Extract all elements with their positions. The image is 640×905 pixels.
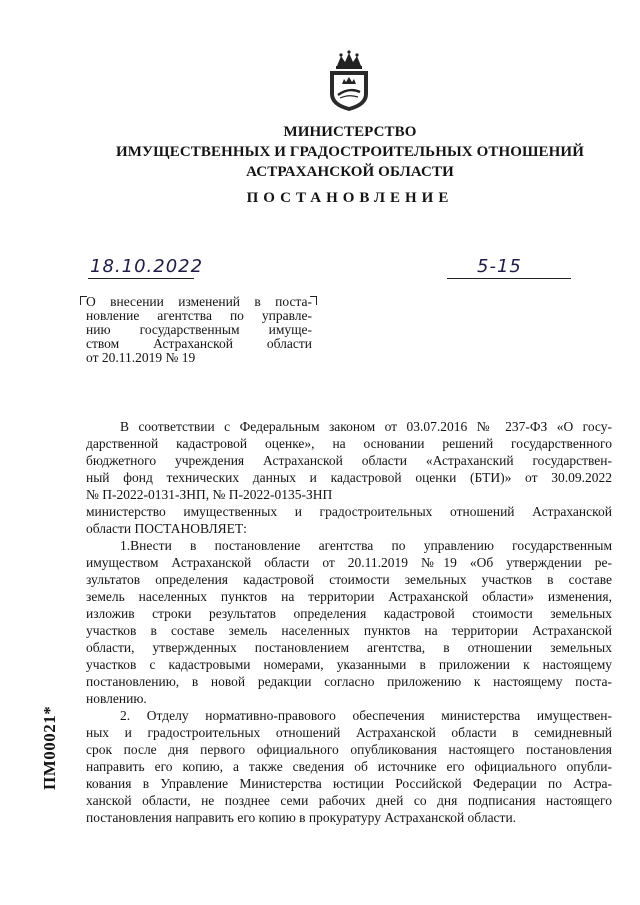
document-type: ПОСТАНОВЛЕНИЕ <box>246 190 454 206</box>
subject-line: от 20.11.2019 № 19 <box>86 350 196 365</box>
body-line: постановления направить его копию в прокуратуру Астраханской области. <box>86 810 517 825</box>
body-line: участков в составе земель населенных пунктов на территории Астраханской <box>86 623 612 638</box>
body-line: новлению. <box>86 691 147 706</box>
body-line: дарственной кадастровой оценке», на основании решений государственного <box>86 436 612 451</box>
ministry-header <box>60 122 640 182</box>
body-line: министерство имущественных и градостроительных отношений Астраханской <box>86 504 612 519</box>
body-line: срок после дня первого официального опубликования настоящего постановления <box>86 742 612 757</box>
body-line: постановлению, в новой редакции согласно приложению к настоящему поста- <box>86 674 612 689</box>
body-line: изложив строки результатов определения кадастровой стоимости земельных <box>86 606 612 621</box>
date-field <box>88 254 204 279</box>
body-line: зультатов определения кадастровой стоимости земельных участков в составе <box>86 572 612 587</box>
body-line: области, утвержденных постановлением агентства, в отношении земельных <box>86 640 612 655</box>
subject-line: О внесении изменений в поста- <box>86 294 312 309</box>
body-line: В соответствии с Федеральным законом от 03.07.2016 № 237-ФЗ «О госу- <box>120 419 612 434</box>
body-line: ный фонд технических данных и кадастровой оценки (БТИ)» от 30.09.2022 <box>86 470 612 485</box>
subject-line: новление агентства по управле- <box>86 308 312 323</box>
header-line-3: АСТРАХАНСКОЙ ОБЛАСТИ <box>246 164 454 180</box>
body-line: имуществом Астраханской области от 20.11.2019 №19 «Об утверждении ре- <box>86 555 612 570</box>
body-line: направить его копию, а также сведения об источнике его официального опубли- <box>86 759 612 774</box>
body-line: ханской области, не позднее семи рабочих дней со дня подписания настоящего <box>86 793 612 808</box>
body-line: области ПОСТАНОВЛЯЕТ: <box>86 521 247 536</box>
subject-line: нию государственным имуще- <box>86 322 312 337</box>
subject-line: ством Астраханской области <box>86 336 312 351</box>
body-line: 1.Внести в постановление агентства по управлению государственным <box>120 538 612 553</box>
header-line-1: МИНИСТЕРСТВО <box>283 124 417 140</box>
body-line: ных и градостроительных отношений Астраханской области в семидневный <box>86 725 612 740</box>
coat-of-arms-icon <box>326 50 372 112</box>
body-line: кования в Управление Министерства юстиции Российской Федерации по Астра- <box>86 776 612 791</box>
document-body <box>86 418 612 826</box>
body-line: бюджетного учреждения Астраханской области «Астраханский государствен- <box>86 453 612 468</box>
subject-block <box>86 295 312 365</box>
body-line: № П-2022-0131-ЗНП, № П-2022-0135-ЗНП <box>86 487 333 502</box>
body-line: земель населенных пунктов на территории Астраханской области» изменения, <box>86 589 612 604</box>
side-document-code: ПМ00021* <box>40 705 59 790</box>
number-field <box>447 254 571 279</box>
handwritten-date: 18.10.2022 <box>90 256 204 277</box>
body-line: участков с кадастровыми номерами, указанными в приложении к настоящему <box>86 657 612 672</box>
body-line: 2. Отделу нормативно-правового обеспечения министерства имуществен- <box>120 708 612 723</box>
handwritten-number: 5-15 <box>477 256 522 277</box>
header-line-2: ИМУЩЕСТВЕННЫХ И ГРАДОСТРОИТЕЛЬНЫХ ОТНОШЕНИЙ <box>116 144 584 160</box>
